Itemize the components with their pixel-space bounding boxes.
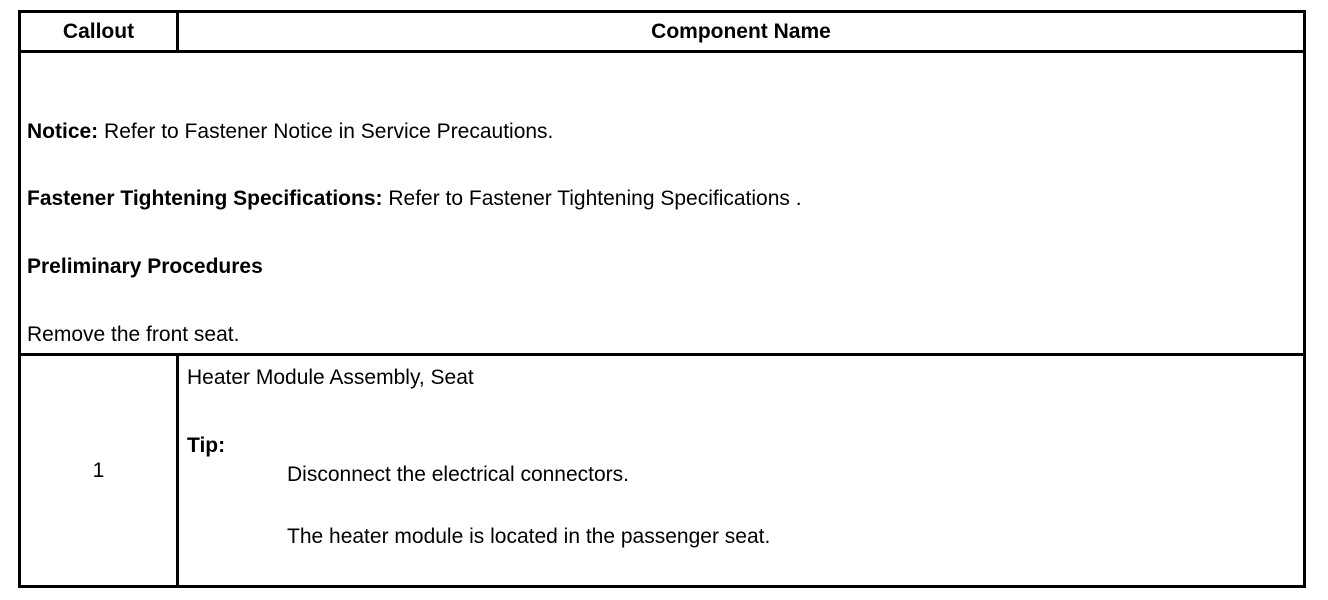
fastener-spec-text: Refer to Fastener Tightening Specifications . <box>382 187 802 210</box>
callout-number: 1 <box>21 356 179 585</box>
preliminary-step: Remove the front seat. <box>27 323 240 346</box>
preliminary-procedures-heading: Preliminary Procedures <box>27 255 263 278</box>
header-component-name: Component Name <box>651 19 831 43</box>
notes-row <box>21 53 1303 356</box>
header-callout: Callout <box>21 13 179 50</box>
table-header-row <box>21 13 1303 53</box>
notice-text: Refer to Fastener Notice in Service Precautions. <box>98 120 554 143</box>
tip-item: The heater module is located in the passenger seat. <box>287 525 771 548</box>
table-row <box>21 356 1303 585</box>
component-name: Heater Module Assembly, Seat <box>187 366 474 389</box>
fastener-spec-label: Fastener Tightening Specifications: <box>27 187 383 210</box>
tip-label: Tip: <box>187 434 226 457</box>
tip-item: Disconnect the electrical connectors. <box>287 463 629 486</box>
component-table <box>18 10 1306 588</box>
notice-line <box>27 120 553 144</box>
fastener-spec-line <box>27 187 802 211</box>
notice-label: Notice: <box>27 120 99 143</box>
